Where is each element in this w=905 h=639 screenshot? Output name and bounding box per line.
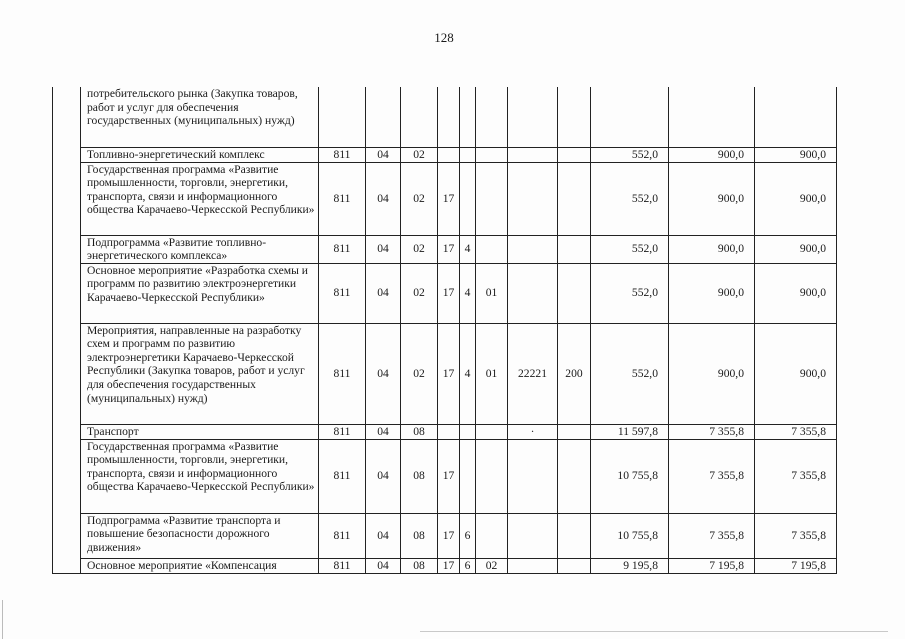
target-article-program: 17 [438, 323, 460, 424]
amount-year-2: 7 195,8 [669, 558, 755, 573]
amount-year-3: 7 355,8 [755, 513, 837, 558]
target-article-subprogram: 4 [460, 263, 476, 323]
number-cell [53, 439, 81, 513]
subsection-code: 08 [401, 439, 438, 513]
subsection-code: 02 [401, 147, 438, 162]
subsection-code: 08 [401, 558, 438, 573]
item-name: Государственная программа «Развитие промышленности, торговли, энергетики, транспорта, связи и информационного общества Карачаево-Черкесской Республики» [81, 439, 319, 513]
target-article-direction [508, 513, 558, 558]
amount-year-3: 900,0 [755, 235, 837, 263]
grbs-code: 811 [319, 439, 366, 513]
amount-year-2: 7 355,8 [669, 424, 755, 439]
grbs-code: 811 [319, 147, 366, 162]
number-cell [53, 263, 81, 323]
target-article-event: 01 [476, 263, 508, 323]
number-cell [53, 162, 81, 235]
amount-year-1: 10 755,8 [591, 513, 669, 558]
number-cell [53, 513, 81, 558]
expense-type-code [558, 439, 591, 513]
target-article-program: 17 [438, 162, 460, 235]
scan-artifact-line [420, 631, 888, 632]
target-article-program [438, 424, 460, 439]
table-row [53, 439, 837, 513]
grbs-code: 811 [319, 513, 366, 558]
item-name: Основное мероприятие «Разработка схемы и программ по развитию электроэнергетики Карачаево-Черкесской Республики» [81, 263, 319, 323]
amount-year-2: 7 355,8 [669, 439, 755, 513]
target-article-event [476, 424, 508, 439]
subsection-code: 02 [401, 162, 438, 235]
table-row [53, 162, 837, 235]
expense-type-code [558, 263, 591, 323]
expense-type-code [558, 424, 591, 439]
target-article-program [438, 147, 460, 162]
amount-year-1: 552,0 [591, 235, 669, 263]
amount-year-1: 11 597,8 [591, 424, 669, 439]
page-number: 128 [434, 30, 454, 45]
expense-type-code [558, 235, 591, 263]
grbs-code [319, 87, 366, 147]
table-row [53, 558, 837, 573]
section-code: 04 [366, 424, 401, 439]
table-row [53, 235, 837, 263]
target-article-event: 02 [476, 558, 508, 573]
target-article-event: 01 [476, 323, 508, 424]
amount-year-3: 7 355,8 [755, 424, 837, 439]
target-article-direction [508, 162, 558, 235]
target-article-direction [508, 439, 558, 513]
section-code: 04 [366, 147, 401, 162]
subsection-code [401, 87, 438, 147]
table-row [53, 323, 837, 424]
amount-year-1 [591, 87, 669, 147]
amount-year-3: 7 195,8 [755, 558, 837, 573]
number-cell [53, 235, 81, 263]
section-code: 04 [366, 162, 401, 235]
target-article-direction [508, 147, 558, 162]
item-name: Государственная программа «Развитие промышленности, торговли, энергетики, транспорта, связи и информационного общества Карачаево-Черкесской Республики» [81, 162, 319, 235]
expense-type-code [558, 87, 591, 147]
target-article-subprogram [460, 162, 476, 235]
grbs-code: 811 [319, 162, 366, 235]
expense-type-code: 200 [558, 323, 591, 424]
target-article-program: 17 [438, 513, 460, 558]
number-cell [53, 323, 81, 424]
subsection-code: 08 [401, 513, 438, 558]
table-row [53, 263, 837, 323]
grbs-code: 811 [319, 235, 366, 263]
amount-year-3 [755, 87, 837, 147]
amount-year-3: 900,0 [755, 147, 837, 162]
target-article-direction: · [508, 424, 558, 439]
number-cell [53, 87, 81, 147]
target-article-direction [508, 558, 558, 573]
section-code [366, 87, 401, 147]
target-article-program: 17 [438, 263, 460, 323]
subsection-code: 08 [401, 424, 438, 439]
section-code: 04 [366, 513, 401, 558]
amount-year-2: 900,0 [669, 323, 755, 424]
amount-year-2 [669, 87, 755, 147]
table-row [53, 424, 837, 439]
target-article-subprogram: 6 [460, 513, 476, 558]
amount-year-1: 552,0 [591, 147, 669, 162]
target-article-subprogram: 6 [460, 558, 476, 573]
amount-year-3: 900,0 [755, 323, 837, 424]
item-name: Подпрограмма «Развитие топливно-энергетического комплекса» [81, 235, 319, 263]
amount-year-2: 900,0 [669, 263, 755, 323]
expense-type-code [558, 162, 591, 235]
amount-year-1: 552,0 [591, 323, 669, 424]
target-article-subprogram [460, 87, 476, 147]
expense-type-code [558, 147, 591, 162]
target-article-subprogram: 4 [460, 235, 476, 263]
target-article-program: 17 [438, 235, 460, 263]
target-article-event [476, 235, 508, 263]
amount-year-3: 900,0 [755, 162, 837, 235]
scan-edge-line [2, 600, 3, 639]
subsection-code: 02 [401, 323, 438, 424]
section-code: 04 [366, 558, 401, 573]
number-cell [53, 558, 81, 573]
grbs-code: 811 [319, 424, 366, 439]
amount-year-1: 552,0 [591, 263, 669, 323]
target-article-event [476, 147, 508, 162]
target-article-direction [508, 263, 558, 323]
target-article-subprogram: 4 [460, 323, 476, 424]
table-row [53, 513, 837, 558]
table-row [53, 147, 837, 162]
section-code: 04 [366, 323, 401, 424]
target-article-event [476, 513, 508, 558]
amount-year-1: 552,0 [591, 162, 669, 235]
target-article-event [476, 162, 508, 235]
target-article-subprogram [460, 439, 476, 513]
item-name: Топливно-энергетический комплекс [81, 147, 319, 162]
amount-year-2: 900,0 [669, 235, 755, 263]
amount-year-2: 7 355,8 [669, 513, 755, 558]
section-code: 04 [366, 263, 401, 323]
item-name: Подпрограмма «Развитие транспорта и повышение безопасности дорожного движения» [81, 513, 319, 558]
grbs-code: 811 [319, 323, 366, 424]
item-name: Мероприятия, направленные на разработку схем и программ по развитию электроэнергетики Карачаево-Черкесской Республики (Закупка товаров, работ и услуг для обеспечения государственных (муниципальных) нужд) [81, 323, 319, 424]
target-article-program: 17 [438, 439, 460, 513]
item-name: потребительского рынка (Закупка товаров, работ и услуг для обеспечения государственных (муниципальных) нужд) [81, 87, 319, 147]
target-article-direction: 22221 [508, 323, 558, 424]
amount-year-3: 7 355,8 [755, 439, 837, 513]
number-cell [53, 424, 81, 439]
budget-table [52, 87, 837, 574]
target-article-program [438, 87, 460, 147]
target-article-event [476, 87, 508, 147]
grbs-code: 811 [319, 263, 366, 323]
amount-year-2: 900,0 [669, 162, 755, 235]
table-row [53, 87, 837, 147]
target-article-direction [508, 87, 558, 147]
amount-year-2: 900,0 [669, 147, 755, 162]
target-article-event [476, 439, 508, 513]
expense-type-code [558, 558, 591, 573]
subsection-code: 02 [401, 235, 438, 263]
amount-year-1: 10 755,8 [591, 439, 669, 513]
target-article-subprogram [460, 147, 476, 162]
amount-year-3: 900,0 [755, 263, 837, 323]
section-code: 04 [366, 235, 401, 263]
target-article-program: 17 [438, 558, 460, 573]
target-article-subprogram [460, 424, 476, 439]
grbs-code: 811 [319, 558, 366, 573]
amount-year-1: 9 195,8 [591, 558, 669, 573]
item-name: Транспорт [81, 424, 319, 439]
expense-type-code [558, 513, 591, 558]
number-cell [53, 147, 81, 162]
target-article-direction [508, 235, 558, 263]
section-code: 04 [366, 439, 401, 513]
subsection-code: 02 [401, 263, 438, 323]
item-name: Основное мероприятие «Компенсация [81, 558, 319, 573]
